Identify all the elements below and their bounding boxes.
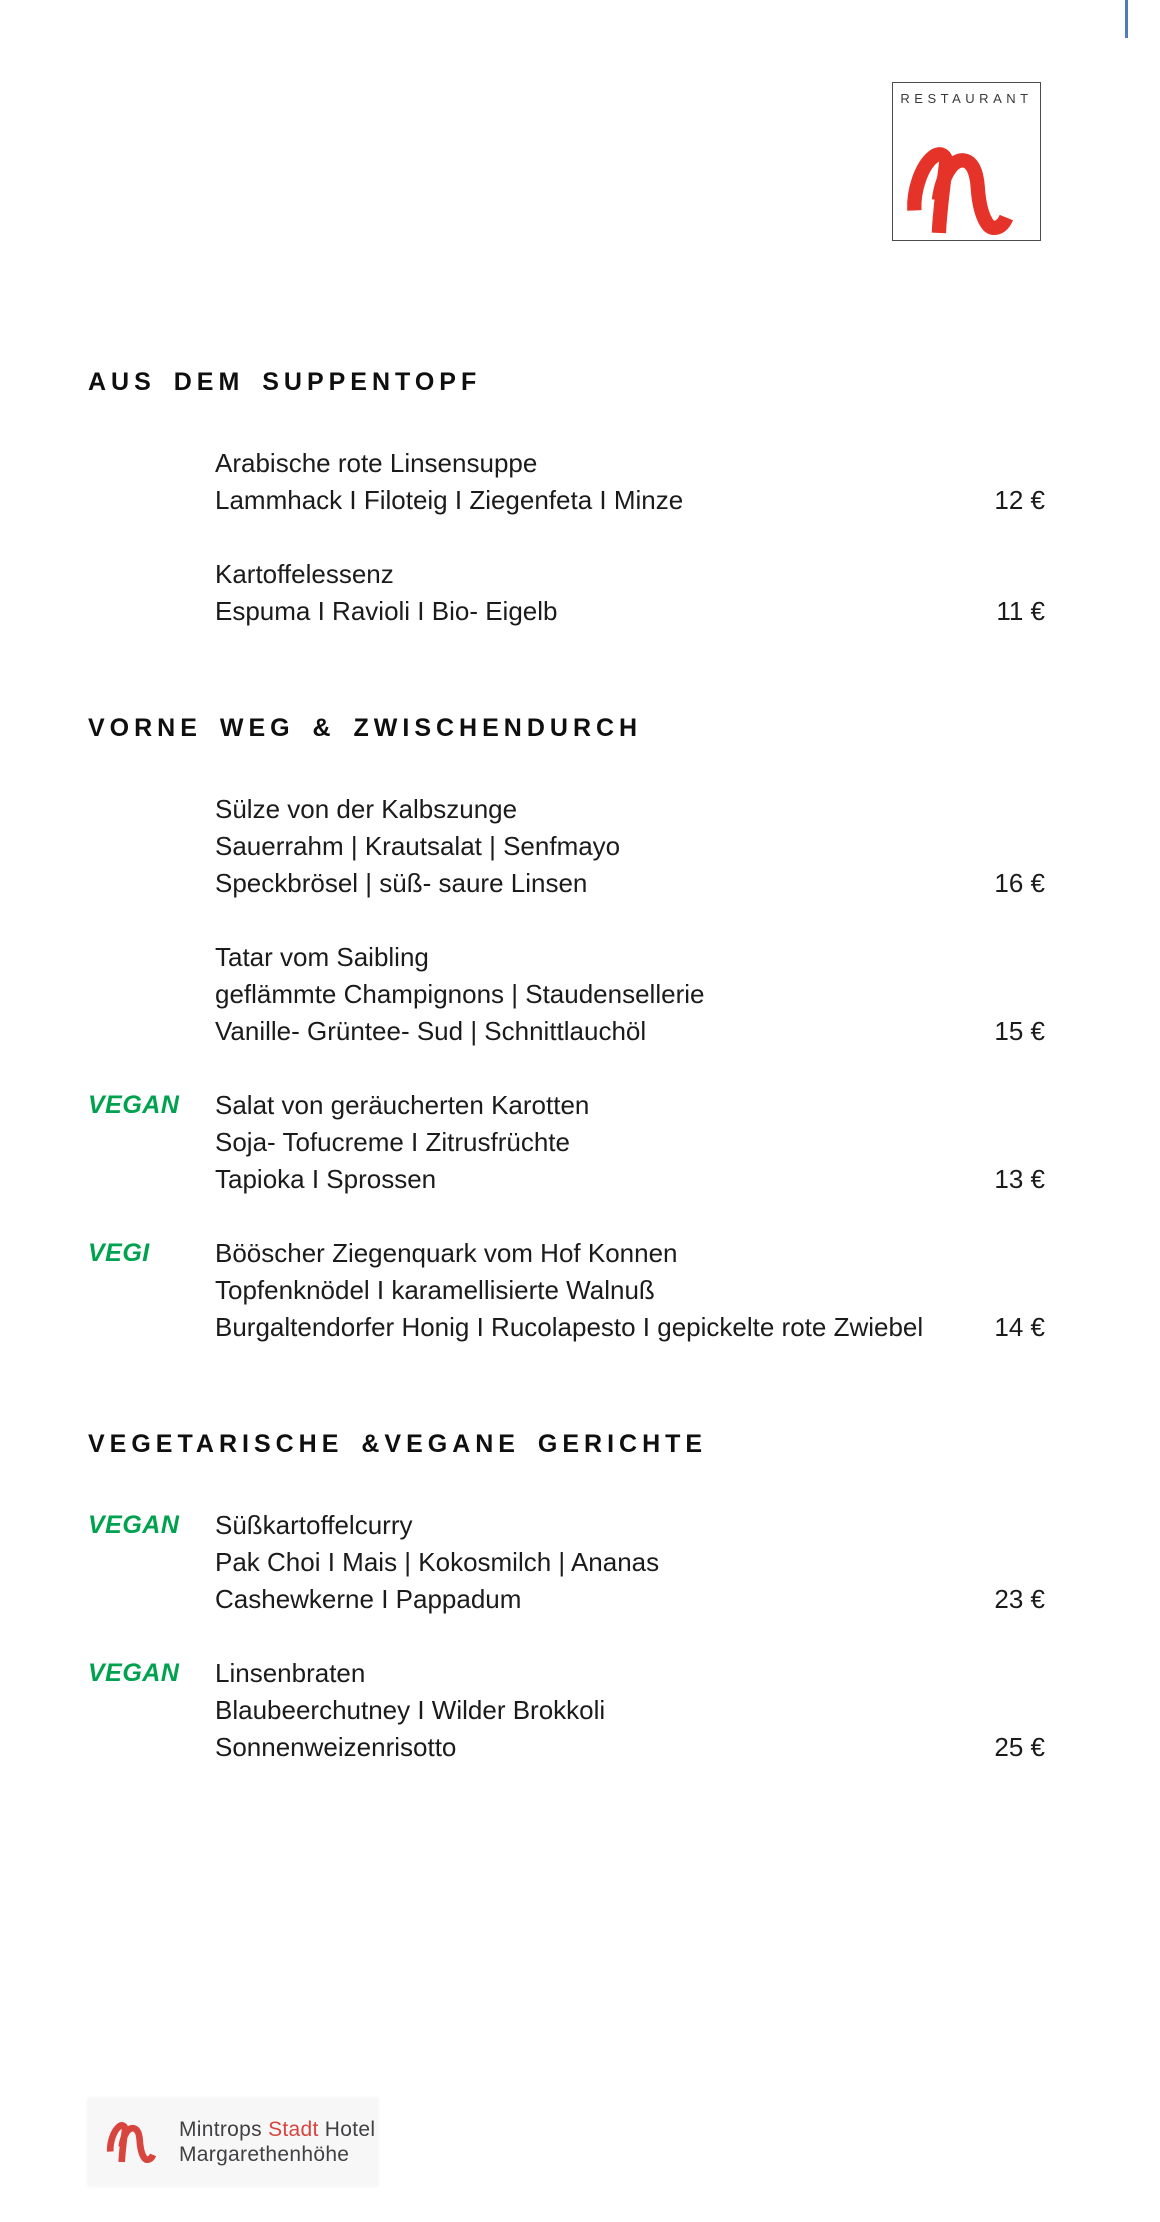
diet-tag xyxy=(88,791,215,902)
diet-tag xyxy=(88,556,215,630)
item-price: 15 € xyxy=(994,1016,1045,1046)
restaurant-logo-label: RESTAURANT xyxy=(900,91,1033,106)
item-line: Sauerrahm | Krautsalat | Senfmayo xyxy=(215,831,621,861)
item-description xyxy=(215,556,996,630)
diet-tag: VEGI xyxy=(88,1239,150,1267)
menu-item xyxy=(88,445,1045,519)
item-line: Sonnenweizenrisotto xyxy=(215,1732,457,1762)
diet-tag: VEGAN xyxy=(88,1659,180,1687)
section-title: AUS DEM SUPPENTOPF xyxy=(88,368,482,396)
item-description xyxy=(215,791,994,902)
item-line: Cashewkerne I Pappadum xyxy=(215,1584,522,1614)
m-mark-icon xyxy=(106,2121,164,2164)
menu-item xyxy=(88,1235,1045,1346)
item-line: Soja- Tofucreme I Zitrusfrüchte xyxy=(215,1127,570,1157)
hotel-name-line xyxy=(179,2117,375,2142)
item-line: Espuma I Ravioli I Bio- Eigelb xyxy=(215,596,558,626)
section-title: VORNE WEG & ZWISCHENDURCH xyxy=(88,714,643,742)
diet-tag: VEGAN xyxy=(88,1511,180,1539)
blue-caret-line xyxy=(1125,0,1128,38)
item-description xyxy=(215,1235,994,1346)
hotel-logo xyxy=(88,2098,378,2186)
item-line: geflämmte Champignons | Staudensellerie xyxy=(215,979,705,1009)
item-price: 25 € xyxy=(994,1732,1045,1762)
item-line: Pak Choi I Mais | Kokosmilch | Ananas xyxy=(215,1547,660,1577)
item-line: Vanille- Grüntee- Sud | Schnittlauchöl xyxy=(215,1016,647,1046)
item-line: Salat von geräucherten Karotten xyxy=(215,1090,590,1120)
menu-item xyxy=(88,791,1045,902)
item-line: Blaubeerchutney I Wilder Brokkoli xyxy=(215,1695,606,1725)
item-price: 14 € xyxy=(994,1312,1045,1342)
menu-item xyxy=(88,556,1045,630)
menu-item xyxy=(88,939,1045,1050)
item-price: 13 € xyxy=(994,1164,1045,1194)
item-description xyxy=(215,1087,994,1198)
item-line: Lammhack I Filoteig I Ziegenfeta I Minze xyxy=(215,485,684,515)
diet-tag xyxy=(88,445,215,519)
diet-tag xyxy=(88,939,215,1050)
item-line: Tatar vom Saibling xyxy=(215,942,429,972)
section-title: VEGETARISCHE &VEGANE GERICHTE xyxy=(88,1430,708,1458)
item-price: 12 € xyxy=(994,485,1045,515)
item-line: Speckbrösel | süß- saure Linsen xyxy=(215,868,588,898)
hotel-name-part: Mintrops xyxy=(179,2118,262,2141)
hotel-name-part-accent: Stadt xyxy=(268,2118,319,2141)
item-description xyxy=(215,939,994,1050)
item-line: Tapioka I Sprossen xyxy=(215,1164,437,1194)
menu xyxy=(88,0,1045,1766)
hotel-name-part: Hotel xyxy=(324,2118,376,2141)
menu-item xyxy=(88,1087,1045,1198)
hotel-location-line: Margarethenhöhe xyxy=(179,2143,350,2166)
item-line: Sülze von der Kalbszunge xyxy=(215,794,518,824)
item-line: Kartoffelessenz xyxy=(215,559,394,589)
item-price: 23 € xyxy=(994,1584,1045,1614)
item-line: Burgaltendorfer Honig I Rucolapesto I gepickelte rote Zwiebel xyxy=(215,1312,924,1342)
item-price: 11 € xyxy=(996,596,1045,626)
item-line: Topfenknödel I karamellisierte Walnuß xyxy=(215,1275,655,1305)
item-description xyxy=(215,1655,994,1766)
menu-item xyxy=(88,1507,1045,1618)
item-description xyxy=(215,1507,994,1618)
diet-tag: VEGAN xyxy=(88,1091,180,1119)
item-line: Linsenbraten xyxy=(215,1658,366,1688)
item-line: Süßkartoffelcurry xyxy=(215,1510,413,1540)
item-price: 16 € xyxy=(994,868,1045,898)
item-description xyxy=(215,445,994,519)
item-line: Arabische rote Linsensuppe xyxy=(215,448,538,478)
hotel-logo-text xyxy=(179,2117,375,2167)
menu-item xyxy=(88,1655,1045,1766)
item-line: Bööscher Ziegenquark vom Hof Konnen xyxy=(215,1238,678,1268)
